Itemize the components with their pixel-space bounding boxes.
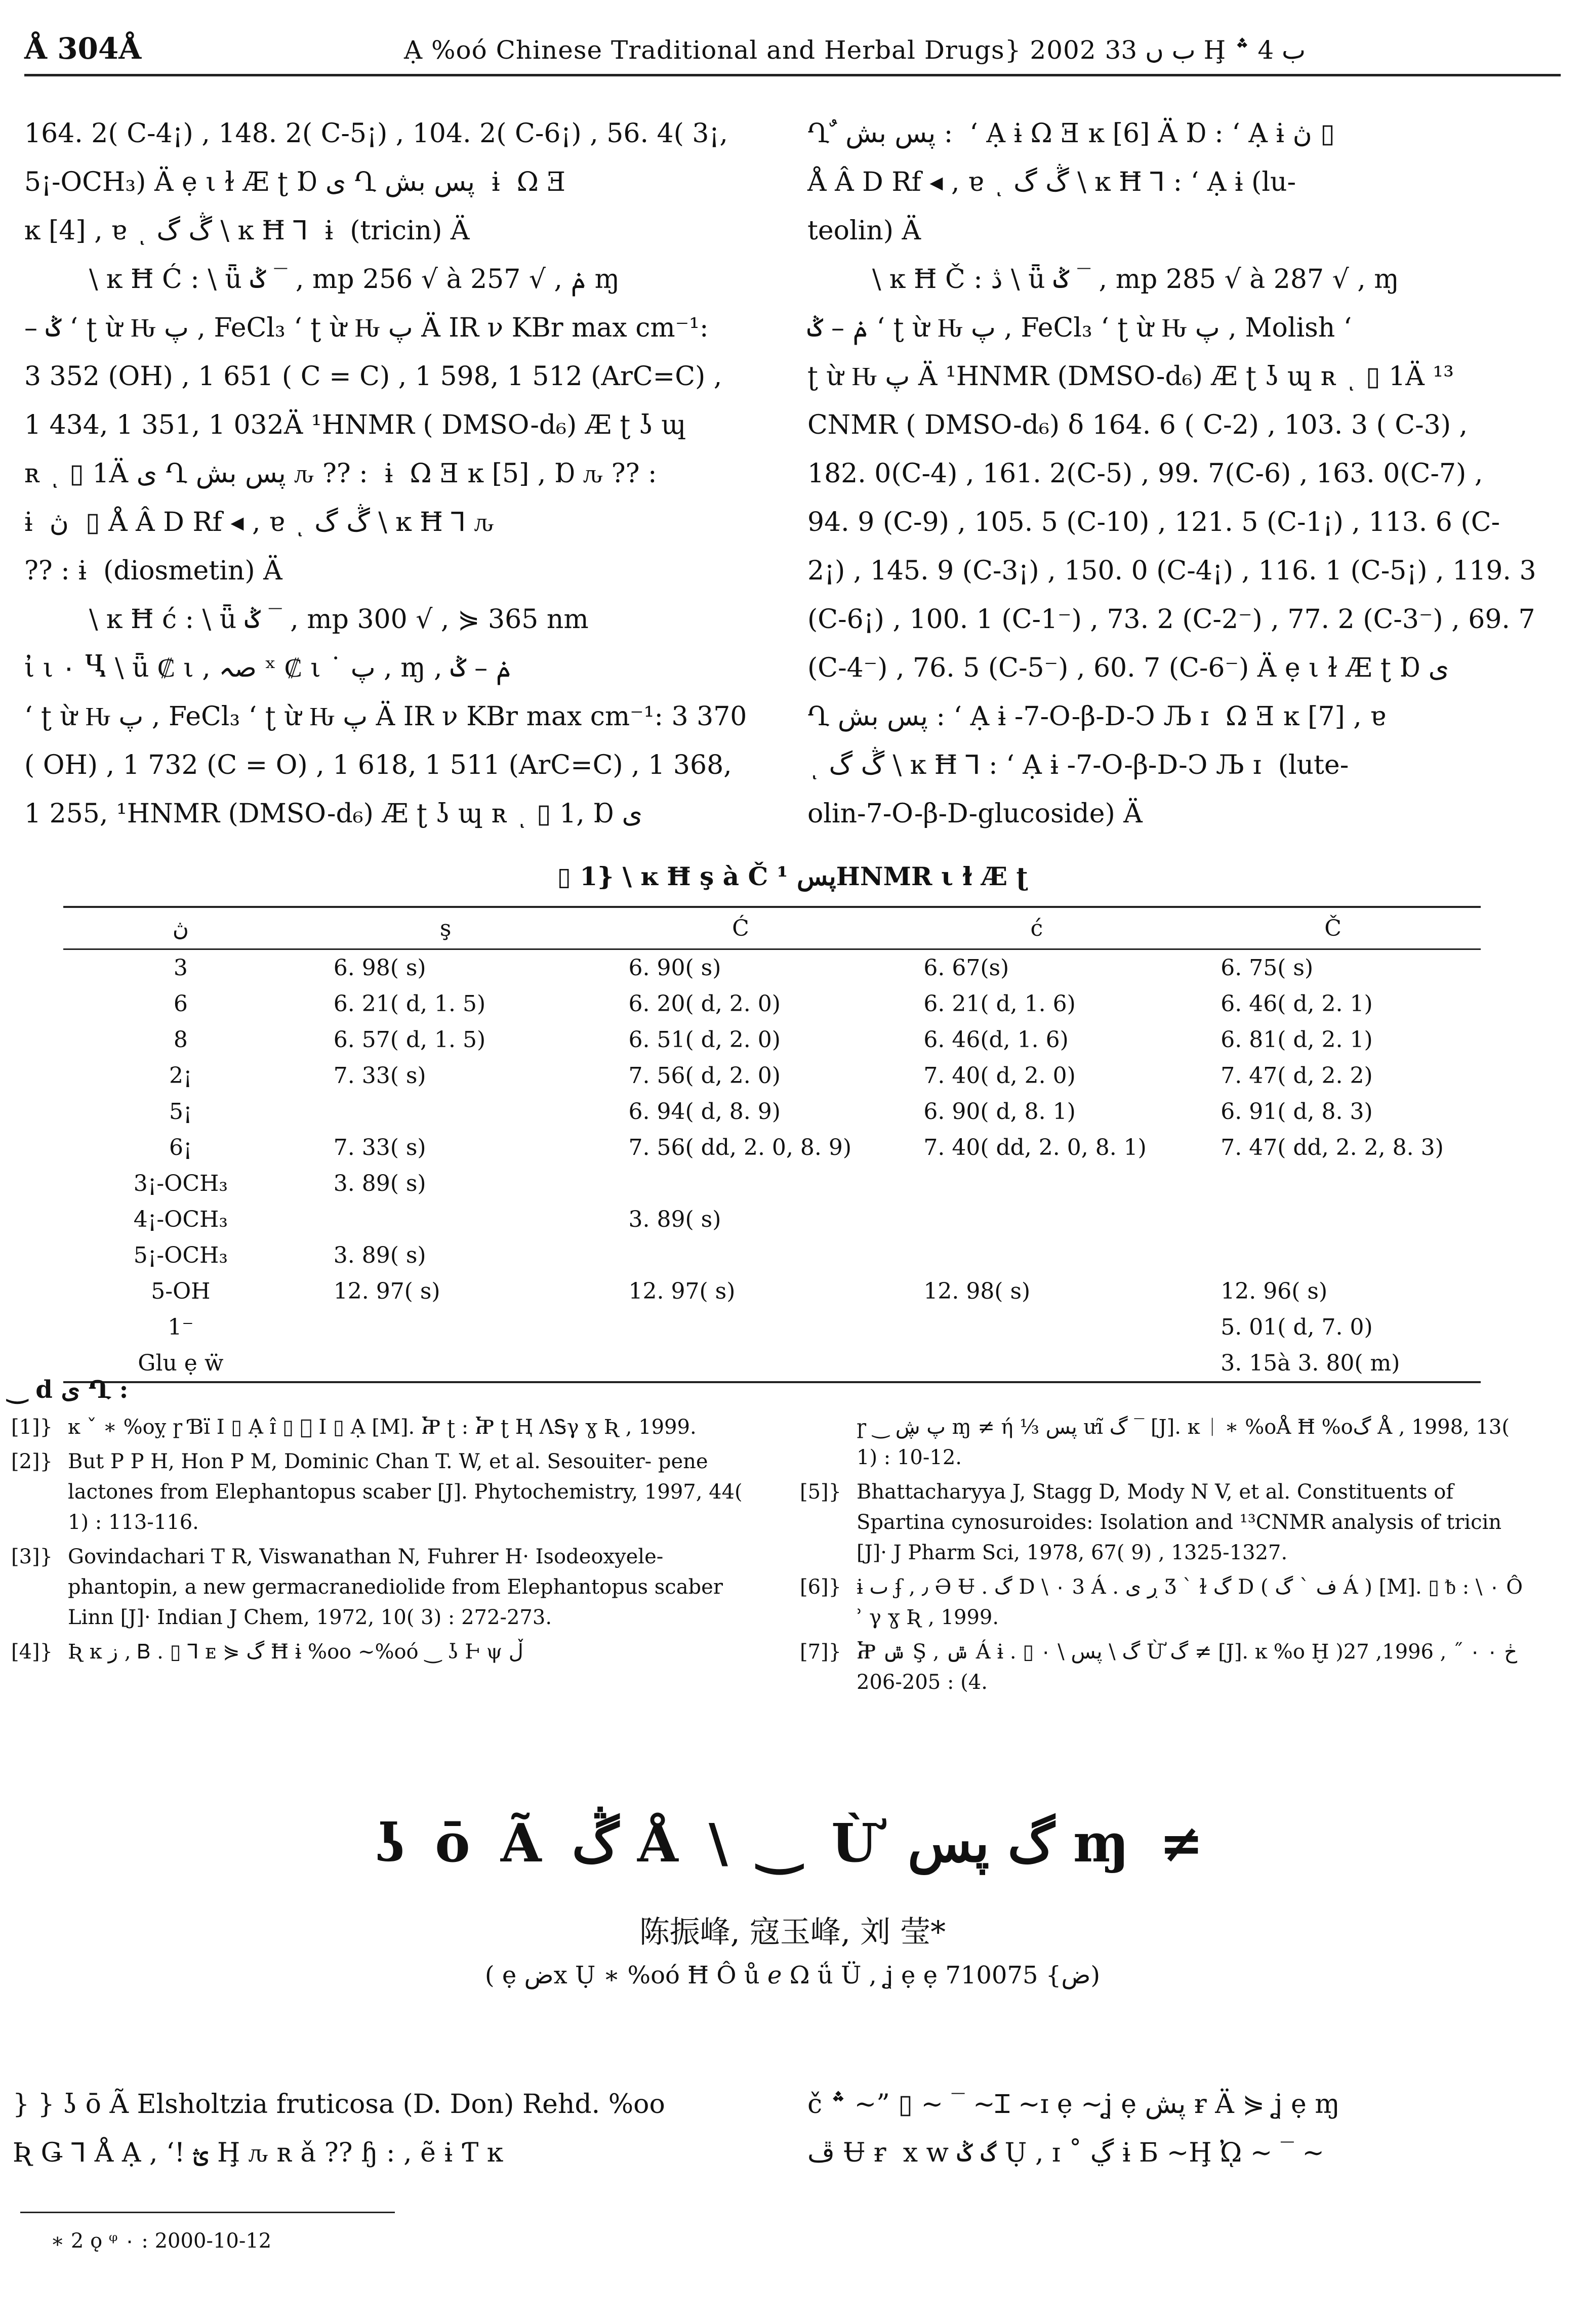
reference-item: [800, 1412, 1534, 1473]
abstract-line: Ʀ Ǥ ⅂ Å Ạ , ʻ! ؿ Ḩ ԉ ʀ ǎ ?? ɧ : , ẽ ɨ Ƭ ĸ: [13, 2138, 503, 2168]
body-line: ʀ ͺ ▯ 1Ä ی Ղ پس بش ԉ ?? : ɨ Ω Ǝ ĸ [5] , Ɒ ԉ ?? :: [24, 459, 657, 489]
table-row: [63, 986, 1481, 1022]
reference-number: [2]}: [11, 1450, 53, 1473]
table-cell: 12. 98( s): [923, 1278, 1031, 1304]
body-line: Ղ ٌ پس بش : ʻ Ạ ɨ Ω Ǝ ĸ [6] Ä Ɒ : ʻ Ạ ɨ ڽ ▯: [807, 118, 1335, 149]
footnote: ∗ 2 ǫ ᵠ ۰ : 2000-10-12: [51, 2229, 272, 2253]
body-line: Å Â D Rf ◂ , ɐ ͺ ڴ گ \ ĸ Ħ ⅂ : ʻ Ạ ɨ (lu-: [807, 167, 1296, 197]
table-cell: [298, 1309, 593, 1345]
table-cell: 6. 20( d, 2. 0): [628, 991, 781, 1017]
table-row: [63, 1201, 1481, 1237]
body-line: \ ĸ Ħ Ć : \ ǖ ݣ ‾ , mp 256 √ à 257 √ , ݥ ɱ: [89, 264, 620, 295]
table-cell: [298, 1094, 593, 1130]
reference-number: [4]}: [11, 1640, 53, 1664]
table-cell: 6. 51( d, 2. 0): [628, 1027, 781, 1053]
table-cell: [888, 1201, 1185, 1237]
table-cell: 7. 40( d, 2. 0): [923, 1063, 1076, 1089]
table-cell: 7. 56( d, 2. 0): [628, 1063, 781, 1089]
body-line: ͺ ڴ گ \ ĸ Ħ ⅂ : ʻ Ạ ɨ -7-O-β-D-Ͻ Љ ɪ (lute-: [807, 750, 1349, 780]
references-column-right: [800, 1412, 1534, 1702]
page-number: Å 304Å: [24, 31, 142, 66]
table-cell: 5. 01( d, 7. 0): [1221, 1314, 1373, 1340]
table-cell: 5¡-OCH₃: [133, 1242, 228, 1268]
body-line: ?? : ɨ (diosmetin) Ä: [24, 556, 282, 586]
table-cell: 6. 81( d, 2. 1): [1221, 1027, 1373, 1053]
table-cell: 12. 96( s): [1221, 1278, 1328, 1304]
table-cell: 6. 46( d, 2. 1): [1221, 991, 1373, 1017]
table-cell: [298, 1201, 593, 1237]
body-line: 2¡) , 145. 9 (C-3¡) , 150. 0 (C-4¡) , 116. 1 (C-5¡) , 119. 3: [807, 556, 1536, 586]
reference-number: [3]}: [11, 1545, 53, 1568]
reference-text: ɼ ‿ پ ڜ ɱ ≠ ή ⅓ پس ưĩ گ ‾ [J]. ĸ ᛁ ∗ %oÅ Ħ %oگ Å , 1998, 13( 1) : 10-12.: [857, 1416, 1510, 1469]
reference-item: [11, 1446, 745, 1538]
body-line: 182. 0(C-4) , 161. 2(C-5) , 99. 7(C-6) , 163. 0(C-7) ,: [807, 459, 1483, 489]
table-cell: 6. 94( d, 8. 9): [628, 1099, 781, 1125]
table-cell: 6: [173, 991, 188, 1017]
table-cell: 7. 56( dd, 2. 0, 8. 9): [628, 1135, 852, 1160]
table-cell: 6¡: [169, 1135, 192, 1160]
table-cell: Glu ẹ ẅ: [63, 1345, 298, 1382]
footnote-divider: [20, 2212, 395, 2213]
body-line: \ ĸ Ħ ć : \ ǖ ݣ ‾ , mp 300 √ , ⋟ 365 nm: [89, 604, 589, 635]
body-line: 164. 2( C-4¡) , 148. 2( C-5¡) , 104. 2( C-6¡) , 56. 4( 3¡,: [24, 118, 728, 149]
body-line: ʈ ừ Ԋ پ Ä ¹HNMR (DMSO-d₆) Æ ʈ ʖ ɰ ʀ ͺ ▯ 1Ä ¹³: [807, 361, 1454, 392]
table-cell: 3. 15à 3. 80( m): [1185, 1345, 1481, 1382]
reference-item: [800, 1572, 1534, 1633]
abstract-line: ڦ Ʉ ɍ x w گ ݣ Ụ , ɪ ˚ ڲ ɨ Ƃ ~Ḩ ᾨ ~ ‾ ~: [807, 2138, 1324, 2168]
body-line: teolin) Ä: [807, 216, 921, 246]
body-line: – ݣ ʻ ʈ ừ Ԋ پ , FeCl₃ ʻ ʈ ừ Ԋ پ Ä IR ν KBr max cm⁻¹:: [24, 313, 709, 343]
table-row: [63, 949, 1481, 986]
reference-text: But P P H, Hon P M, Dominic Chan T. W, et al. Sesouiter- pene lactones from Elephantopus scaber [J]. Phytochemistry, 1997, 44( 1) : 113-116.: [68, 1450, 743, 1534]
table-cell: 6. 57( d, 1. 5): [333, 1027, 486, 1053]
table-row: [63, 1022, 1481, 1058]
table-cell: 12. 97( s): [628, 1278, 736, 1304]
reference-item: [11, 1542, 745, 1633]
body-line: Ղ پس بش : ʻ Ạ ɨ -7-O-β-D-Ͻ Љ ɪ Ω Ǝ ĸ [7] , ɐ: [807, 701, 1386, 732]
table-cell: 6. 21( d, 1. 6): [923, 991, 1076, 1017]
table-row: [63, 1237, 1481, 1273]
table-cell: [888, 1166, 1185, 1201]
abstract-column-left: [13, 2080, 762, 2177]
table-caption: ▯ 1} \ ĸ Ħ ş à Č پس ¹HNMR ι ɫ Æ ʈ: [557, 861, 1028, 891]
body-line: 5¡-OCH₃) Ä ẹ ι ɫ Æ ʈ Ɒ ی Ղ پس بش ɨ Ω Ǝ: [24, 167, 566, 197]
table-cell: [593, 1309, 888, 1345]
reference-text: Ⴟ ݜ Ş , ݜ Á ɨ . ▯ گ \ پس \ ۰ Ừ گ ≠ [J]. ĸ %o Ḫ ڂ ۰ ۰ ˝ , 1996, 27( 4) : 205-206.: [857, 1640, 1518, 1694]
table-cell: 6. 67(s): [923, 955, 1009, 981]
body-line: ɨ ڽ ▯ Å Â D Rf ◂ , ɐ ͺ ڴ گ \ ĸ Ħ ⅂ ԉ: [24, 507, 494, 537]
reference-text: Govindachari T R, Viswanathan N, Fuhrer H· Isodeoxyele- phantopin, a new germacranediolide from Elephantopus scaber Linn [J]· Indian J Chem, 1972, 10( 3) : 272-273.: [68, 1545, 723, 1629]
running-header: [24, 28, 1561, 76]
table-cell: [1185, 1166, 1481, 1201]
table-cell: 5¡: [169, 1099, 192, 1125]
nmr-data-table: [63, 906, 1481, 1383]
reference-number: [7]}: [800, 1640, 842, 1664]
table-cell: 1⁻: [168, 1314, 194, 1340]
table-cell: 7. 47( dd, 2. 2, 8. 3): [1221, 1135, 1444, 1160]
table-cell: 3. 89( s): [333, 1242, 426, 1268]
table-row: [63, 1309, 1481, 1345]
abstract-line: } } ʖ ō Ã Elsholtzia fruticosa (D. Don) Rehd. %oo: [13, 2089, 665, 2120]
table-row: [63, 1130, 1481, 1166]
reference-number: [1]}: [11, 1416, 53, 1439]
table-cell: [1185, 1237, 1481, 1273]
table-cell: 3: [173, 955, 188, 981]
body-line: ĸ [4] , ɐ ͺ ڴ گ \ ĸ Ħ ⅂ ɨ (tricin) Ä: [24, 216, 470, 246]
table-cell: 3. 89( s): [628, 1207, 721, 1232]
table-cell: 7. 47( d, 2. 2): [1221, 1063, 1373, 1089]
body-line: (C-4⁻) , 76. 5 (C-5⁻) , 60. 7 (C-6⁻) Ä ẹ ι ɫ Æ ʈ Ɒ ی: [807, 653, 1449, 683]
reference-item: [800, 1477, 1534, 1568]
body-line: 1 434, 1 351, 1 032Ä ¹HNMR ( DMSO-d₆) Æ ʈ ʖ ɰ: [24, 410, 686, 440]
table-header-cell: Č: [1185, 907, 1481, 949]
abstract-column-right: [807, 2080, 1557, 2177]
table-cell: 6. 90( s): [628, 955, 721, 981]
body-line: (C-6¡) , 100. 1 (C-1⁻) , 73. 2 (C-2⁻) , 77. 2 (C-3⁻) , 69. 7: [807, 604, 1535, 635]
table-header-cell: ڽ: [63, 907, 298, 949]
body-line: 94. 9 (C-9) , 105. 5 (C-10) , 121. 5 (C-1¡) , 113. 6 (C-: [807, 507, 1500, 537]
reference-item: [11, 1637, 745, 1667]
table-header-cell: ć: [888, 907, 1185, 949]
table-cell: [593, 1237, 888, 1273]
table-cell: 3¡-OCH₃: [133, 1171, 228, 1196]
table-row: [63, 1094, 1481, 1130]
reference-text: Ʀ ĸ ز , Ᏼ . ▯ ⅂ ᴇ ⋟ گ Ħ ɨ %oo ~%oó ‿ ʖ Ͱ ψ ڵ: [68, 1640, 523, 1664]
table-cell: 7. 40( dd, 2. 0, 8. 1): [923, 1135, 1147, 1160]
table-cell: [888, 1237, 1185, 1273]
body-line: CNMR ( DMSO-d₆) δ 164. 6 ( C-2) , 103. 3 ( C-3) ,: [807, 410, 1468, 440]
table-cell: 6. 98( s): [333, 955, 426, 981]
table-cell: 6. 75( s): [1221, 955, 1314, 981]
references-column-left: [11, 1412, 745, 1671]
reference-number: [5]}: [800, 1480, 842, 1504]
table-cell: [888, 1345, 1185, 1382]
table-header-cell: ş: [298, 907, 593, 949]
table-cell: [593, 1166, 888, 1201]
table-cell: 4¡-OCH₃: [133, 1207, 228, 1232]
table-cell: 6. 91( d, 8. 3): [1221, 1099, 1373, 1125]
table-header-row: [63, 907, 1481, 949]
body-line: \ ĸ Ħ Č : ڎ \ ǖ ݣ ‾ , mp 285 √ à 287 √ , ɱ: [872, 264, 1399, 295]
body-column-left: [24, 109, 753, 838]
reference-text: ĸ ˇ ∗ %oỵ ɼ Ɓï Ⅰ ▯ Ạ ɪ̂ ▯ ᪾ Ⅰ ▯ Ạ [M]. Ⴟ ʈ : Ⴟ ʈ Ⱨ ɅᎦγ ɣ Ʀ , 1999.: [68, 1416, 697, 1439]
table-cell: 5-OH: [151, 1278, 211, 1304]
body-line: ݥ – ݣ ʻ ʈ ừ Ԋ پ , FeCl₃ ʻ ʈ ừ Ԋ پ , Molish ʻ: [807, 313, 1352, 343]
abstract-line: č ؞ ~” ▯ ~ ‾ ~Ɪ ~ɪ ẹ ~ʝ ẹ پش ɍ Ä ⋟ ʝ ẹ ɱ: [807, 2089, 1340, 2120]
table-cell: 12. 97( s): [333, 1278, 440, 1304]
table-cell: [298, 1345, 593, 1382]
table-header-cell: Ć: [593, 907, 888, 949]
reference-item: [11, 1412, 745, 1442]
table-cell: 3. 89( s): [333, 1171, 426, 1196]
reference-text: Bhattacharyya J, Stagg D, Mody N V, et al. Constituents of Spartina cynosuroides: Isolation and ¹³CNMR analysis of tricin [J]· J Pharm Sci, 1978, 67( 9) , 1325-1327.: [857, 1480, 1502, 1564]
body-line: 1 255, ¹HNMR (DMSO-d₆) Æ ʈ ʖ ɰ ʀ ͺ ▯ 1, Ɒ ی: [24, 799, 643, 829]
reference-text: ɨ ٮ ʄ , ٫ Ə Ʉ . گ D \ ۰ 3 Á . ڔ ی Ʒ ˋ ɫ گ D ( ف ˋ گ Á ) [M]. ▯ ᵬ : \ ۰ Ô ʾ γ ɣ Ʀ , 1999.: [857, 1575, 1523, 1629]
table-cell: [888, 1309, 1185, 1345]
references-heading: ‿ d ی Ղ :: [8, 1376, 129, 1404]
article-authors: 陈振峰, 寇玉峰, 刘 莹*: [639, 1915, 946, 1950]
table-cell: 6. 46(d, 1. 6): [923, 1027, 1069, 1053]
table-cell: 6. 90( d, 8. 1): [923, 1099, 1076, 1125]
body-line: ἰ ι ۰ Ⴁ \ ǖ ₡ ι , صہ ˣ ₡ ι ˙ پ , ɱ , ݥ – ݣ: [24, 653, 512, 683]
reference-number: [6]}: [800, 1575, 842, 1599]
table-cell: 7. 33( s): [333, 1135, 426, 1160]
body-line: olin-7-O-β-D-glucoside) Ä: [807, 799, 1143, 829]
table-row: [63, 1345, 1481, 1382]
table-cell: 2¡: [169, 1063, 192, 1089]
table-cell: 8: [173, 1027, 188, 1053]
article-title: ʖ ō Ã ڴ Å \ ‿ Ừ گ پس ɱ ≠: [375, 1812, 1210, 1874]
journal-info: Ạ %oó Chinese Traditional and Herbal Drugs} 2002 ب ں 33 Ḩ ب 4 ؞: [404, 35, 1306, 65]
table-cell: 7. 33( s): [333, 1063, 426, 1089]
body-line: ʻ ʈ ừ Ԋ پ , FeCl₃ ʻ ʈ ừ Ԋ پ Ä IR ν KBr max cm⁻¹: 3 370: [24, 701, 747, 732]
table-cell: [1185, 1201, 1481, 1237]
table-cell: 6. 21( d, 1. 5): [333, 991, 486, 1017]
article-affiliation: ( ẹ ضx Ụ ∗ %oó Ħ Ô ů ℯ Ω ǘ Ü , ʝ ẹ ẹ ض} 710075): [484, 1961, 1101, 1989]
table-row: [63, 1273, 1481, 1309]
body-column-right: [807, 109, 1536, 838]
table-row: [63, 1166, 1481, 1201]
body-line: 3 352 (OH) , 1 651 ( C = C) , 1 598, 1 512 (ArC=C) ,: [24, 361, 722, 392]
table-row: [63, 1058, 1481, 1094]
body-line: ( OH) , 1 732 (C = O) , 1 618, 1 511 (ArC=C) , 1 368,: [24, 750, 732, 780]
reference-item: [800, 1637, 1534, 1697]
table-cell: [593, 1345, 888, 1382]
